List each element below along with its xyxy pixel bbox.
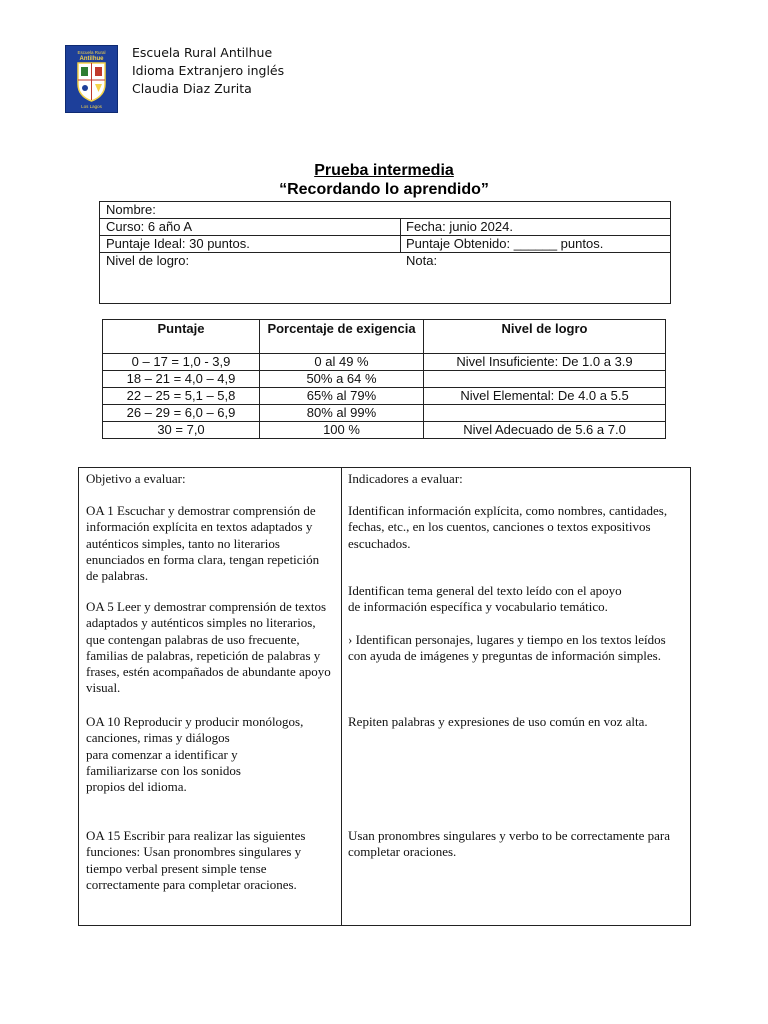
logo-bottom-text: Los Lagos [81, 104, 102, 109]
course-label: Curso: 6 año A [106, 219, 192, 234]
teacher-name: Claudia Diaz Zurita [132, 81, 252, 96]
objective-oa15: OA 15 Escribir para realizar las siguientes funciones: Usan pronombres singulares y tiempo verbal present simple tense correctamente para completar oraciones. [86, 828, 306, 892]
indicator-1: Identifican información explícita, como nombres, cantidades, fechas, etc., en los cuentos, canciones o textos expositivos escuchados. [348, 503, 668, 551]
score-cell: 26 – 29 = 6,0 – 6,9 [103, 405, 260, 422]
info-row-score [100, 236, 670, 253]
indicator-3: › Identifican personajes, lugares y tiempo en los textos leídos con ayuda de imágenes y preguntas de información simples. [348, 632, 666, 664]
objective-oa10-line: propios del idioma. [86, 779, 187, 795]
score-cell: 0 – 17 = 1,0 - 3,9 [103, 354, 260, 371]
grade-label: Nota: [406, 253, 438, 268]
header-nivel: Nivel de logro [424, 320, 666, 354]
objective-oa10-line: OA 10 Reproducir y producir monólogos, canciones, rimas y diálogos [86, 714, 304, 746]
percent-cell: 80% al 99% [260, 405, 424, 422]
indicator-5: Usan pronombres singulares y verbo to be correctamente para completar oraciones. [348, 828, 670, 860]
logo-name-text: Antilhue [79, 56, 104, 62]
indicator-2-line: Identifican tema general del texto leído con el apoyo [348, 583, 622, 598]
student-info-box [99, 201, 671, 304]
percent-cell: 0 al 49 % [260, 354, 424, 371]
table-row [103, 422, 666, 439]
objective-oa1: OA 1 Escuchar y demostrar comprensión de información explícita en textos adaptados y auténticos simples, tanto no literarios enunciados en forma clara, tengan repetición de palabras. [86, 503, 320, 584]
date-label: Fecha: junio 2024. [406, 219, 513, 234]
subject-name: Idioma Extranjero inglés [132, 63, 285, 78]
grading-scale-table [102, 319, 666, 439]
objective-oa5: OA 5 Leer y demostrar comprensión de textos adaptados y auténticos simples no literarios, que contengan palabras de uso frecuente, familias de palabras, repetición de palabras y frases, estén acompañados de abundante apoyo visual. [86, 599, 331, 696]
percent-cell: 100 % [260, 422, 424, 439]
obtained-score-label: Puntaje Obtenido: ______ puntos. [406, 236, 604, 251]
indicator-4: Repiten palabras y expresiones de uso común en voz alta. [348, 714, 648, 729]
achievement-level-label: Nivel de logro: [106, 253, 190, 268]
info-row-name [100, 202, 670, 219]
table-row [103, 388, 666, 405]
objective-oa10-line: para comenzar a identificar y familiarizarse con los sonidos [86, 746, 241, 778]
score-cell: 18 – 21 = 4,0 – 4,9 [103, 371, 260, 388]
name-field-label: Nombre: [106, 202, 156, 217]
objectives-table [78, 467, 691, 926]
indicator-2-line: de información específica y vocabulario temático. [348, 599, 608, 615]
level-cell [424, 371, 666, 388]
test-subtitle: “Recordando lo aprendido” [279, 181, 489, 198]
school-logo [65, 45, 118, 113]
score-cell: 22 – 25 = 5,1 – 5,8 [103, 388, 260, 405]
level-cell [424, 405, 666, 422]
header-puntaje: Puntaje [103, 320, 260, 354]
level-cell: Nivel Elemental: De 4.0 a 5.5 [424, 388, 666, 405]
info-row-course [100, 219, 670, 236]
table-row [103, 354, 666, 371]
header-porcentaje: Porcentaje de exigencia [260, 320, 424, 354]
level-cell: Nivel Insuficiente: De 1.0 a 3.9 [424, 354, 666, 371]
school-header [132, 44, 284, 98]
indicator-2 [348, 583, 678, 616]
score-cell: 30 = 7,0 [103, 422, 260, 439]
objective-oa10 [86, 714, 332, 795]
percent-cell: 50% a 64 % [260, 371, 424, 388]
table-header-row [103, 320, 666, 354]
info-row-level [100, 253, 670, 303]
objectives-header: Objetivo a evaluar: [86, 471, 186, 486]
ideal-score-label: Puntaje Ideal: 30 puntos. [106, 236, 250, 251]
table-row [103, 371, 666, 388]
school-name: Escuela Rural Antilhue [132, 45, 273, 60]
logo-top-text: Escuela Rural [77, 50, 106, 55]
indicators-header: Indicadores a evaluar: [348, 471, 463, 486]
table-row [103, 405, 666, 422]
test-title: Prueba intermedia [314, 162, 454, 179]
percent-cell: 65% al 79% [260, 388, 424, 405]
level-cell: Nivel Adecuado de 5.6 a 7.0 [424, 422, 666, 439]
